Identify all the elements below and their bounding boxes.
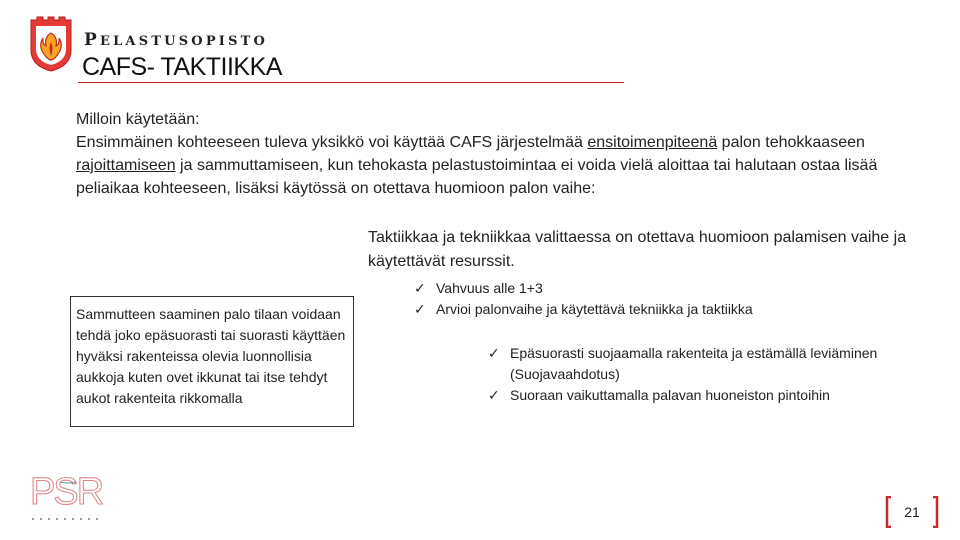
checkmark-icon: ✓ bbox=[488, 345, 500, 361]
checkmark-icon: ✓ bbox=[414, 301, 426, 317]
organization-name-rest: ELASTUSOPISTO bbox=[99, 34, 269, 49]
checklist-item bbox=[488, 343, 888, 385]
checkmark-icon: ✓ bbox=[414, 280, 426, 296]
page-number: 21 bbox=[904, 504, 920, 520]
intro-text-block bbox=[76, 108, 936, 200]
intro-text-part-2: palon tehokkaaseen bbox=[717, 134, 865, 151]
checklist-item-text: Epäsuorasti suojaamalla rakenteita ja estämällä leviäminen (Suojavaahdotus) bbox=[510, 345, 878, 382]
slide-title: CAFS- TAKTIIKKA bbox=[82, 53, 282, 81]
intro-text-part-1: Ensimmäinen kohteeseen tuleva yksikkö voi käyttää CAFS järjestelmää bbox=[76, 134, 588, 151]
intro-heading: Milloin käytetään: bbox=[76, 111, 200, 128]
guidance-text: Taktiikkaa ja tekniikkaa valittaessa on otettava huomioon palamisen vaihe ja käytettävät resurssit. bbox=[368, 229, 907, 270]
organization-name bbox=[84, 30, 268, 50]
crest-logo-icon bbox=[28, 16, 74, 72]
checklist-item-text: Vahvuus alle 1+3 bbox=[436, 280, 543, 296]
checklist-primary bbox=[414, 278, 934, 320]
intro-text-part-3: ja sammuttamiseen, kun tehokasta pelastustoimintaa ei voida vielä aloittaa tai halutaan ostaa lisää peliaikaa kohteeseen, lisäksi käytössä on otettava huomioon palon vaihe: bbox=[76, 157, 878, 197]
title-underline-divider bbox=[78, 82, 624, 83]
intro-paragraph bbox=[76, 131, 936, 200]
psr-logo-icon bbox=[30, 470, 104, 524]
organization-name-initial: P bbox=[84, 30, 100, 50]
checklist-item bbox=[414, 278, 934, 299]
checkmark-icon: ✓ bbox=[488, 387, 500, 403]
underlined-term-first-action: ensitoimenpiteenä bbox=[587, 134, 718, 151]
checklist-secondary bbox=[488, 343, 888, 406]
checklist-item bbox=[414, 299, 934, 320]
checklist-item bbox=[488, 385, 888, 406]
checklist-item-text: Arvioi palonvaihe ja käytettävä tekniikka ja taktiikka bbox=[436, 301, 753, 317]
checklist-item-text: Suoraan vaikuttamalla palavan huoneiston pintoihin bbox=[510, 387, 830, 403]
psr-logo-text: PSR bbox=[30, 471, 103, 513]
underlined-term-limiting: rajoittamiseen bbox=[76, 157, 176, 174]
info-text-box: Sammutteen saaminen palo tilaan voidaan tehdä joko epäsuorasti tai suorasti käyttäen hyväksi rakenteissa olevia luonnollisia aukkoja kuten ovet ikkunat tai itse tehdyt aukot rakenteita rikkomalla bbox=[70, 296, 354, 427]
